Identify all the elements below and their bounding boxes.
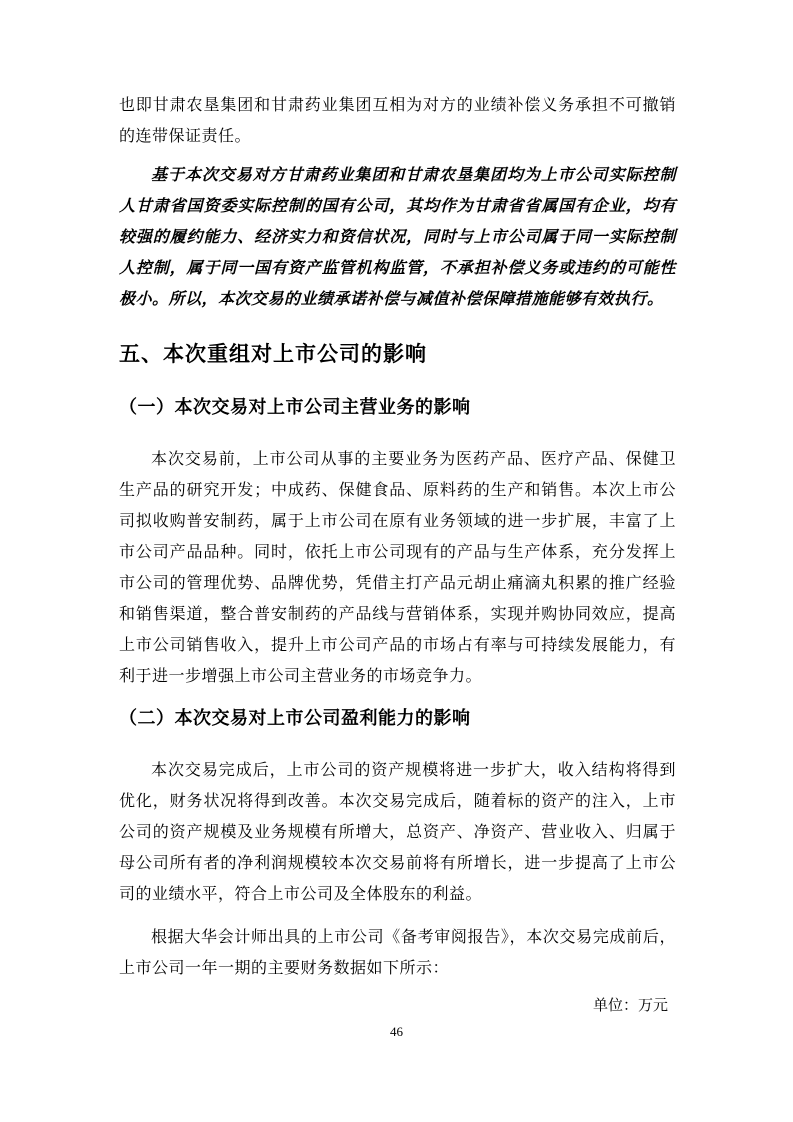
paragraph-compensation-emphasis: 基于本次交易对方甘肃药业集团和甘肃农垦集团均为上市公司实际控制人甘肃省国资委实际控制的国有公司，其均作为甘肃省省属国有企业，均有较强的履约能力、经济实力和资信状况，同时与上市公司属于同一实际控制人控制，属于同一国有资产监管机构监管，不承担补偿义务或违约的可能性极小。所以，本次交易的业绩承诺补偿与减值补偿保障措施能够有效执行。 [119,167,676,308]
paragraph-guarantee-continuation: 也即甘肃农垦集团和甘肃药业集团互相为对方的业绩补偿义务承担不可撤销的连带保证责任。 [119,97,676,145]
page-number: 46 [390,1024,403,1039]
subsection-heading-2-profitability-impact: （二）本次交易对上市公司盈利能力的影响 [119,708,471,728]
paragraph-pro-forma-report: 根据大华会计师出具的上市公司《备考审阅报告》，本次交易完成前后，上市公司一年一期的主要财务数据如下所示： [119,929,676,977]
paragraph-main-business: 本次交易前，上市公司从事的主要业务为医药产品、医疗产品、保健卫生产品的研究开发；中成药、保健食品、原料药的生产和销售。本次上市公司拟收购普安制药，属于上市公司在原有业务领域的进一步扩展，丰富了上市公司产品品种。同时，依托上市公司现有的产品与生产体系，充分发挥上市公司的管理优势、品牌优势，凭借主打产品元胡止痛滴丸积累的推广经验和销售渠道，整合普安制药的产品线与营销体系，实现并购协同效应，提高上市公司销售收入，提升上市公司产品的市场占有率与可持续发展能力，有利于进一步增强上市公司主营业务的市场竞争力。 [119,451,676,685]
section-heading-5-reorganization-impact: 五、本次重组对上市公司的影响 [119,343,427,366]
subsection-heading-1-main-business-impact: （一）本次交易对上市公司主营业务的影响 [119,397,471,417]
document-content [119,90,676,1018]
unit-note: 单位：万元 [592,998,668,1014]
paragraph-profitability: 本次交易完成后，上市公司的资产规模将进一步扩大，收入结构将得到优化，财务状况将得到改善。本次交易完成后，随着标的资产的注入，上市公司的资产规模及业务规模有所增大，总资产、净资产、营业收入、归属于母公司所有者的净利润规模较本次交易前将有所增长，进一步提高了上市公司的业绩水平，符合上市公司及全体股东的利益。 [119,762,676,903]
